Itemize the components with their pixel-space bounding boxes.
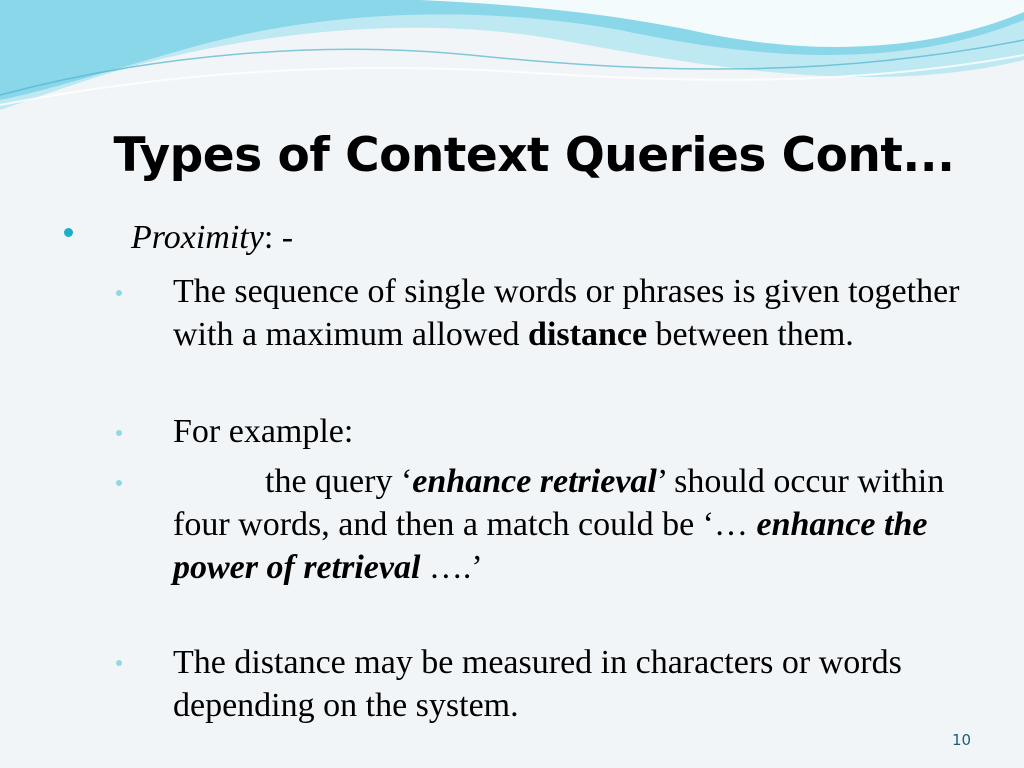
sub-item-distance — [173, 641, 973, 727]
query-text-c: ….’ — [420, 549, 483, 586]
sub-bullet-4 — [116, 660, 122, 666]
page-number: 10 — [952, 731, 972, 749]
distance-measure-text: The distance may be measured in characters or words depending on the system. — [173, 644, 902, 724]
sub-item-query — [173, 460, 973, 589]
query-text-b: ’ should occur within four words, and then a match could be ‘… — [173, 463, 945, 543]
sub-item-sequence-text: The sequence of single words or phrases is given together with a maximum allowed — [173, 273, 960, 353]
query-enhance-retrieval: enhance retrieval — [412, 463, 657, 500]
bullet-proximity — [131, 216, 293, 260]
query-text-a: the query ‘ — [265, 463, 413, 500]
sub-bullet-1 — [116, 290, 122, 296]
proximity-term: Proximity — [131, 219, 264, 256]
sub-item-sequence-tail: between them. — [647, 316, 854, 353]
example-label: For example: — [173, 413, 354, 450]
sub-bullet-2 — [116, 430, 122, 436]
query-enhance-power: enhance the power of retrieval — [173, 506, 928, 586]
proximity-suffix: : - — [263, 219, 294, 256]
distance-bold: distance — [528, 316, 648, 353]
slide-title: Types of Context Queries Cont... — [113, 128, 955, 183]
sub-item-example — [173, 410, 973, 453]
sub-bullet-3 — [116, 480, 122, 486]
sub-item-sequence — [173, 270, 973, 356]
level1-bullet — [64, 228, 73, 237]
